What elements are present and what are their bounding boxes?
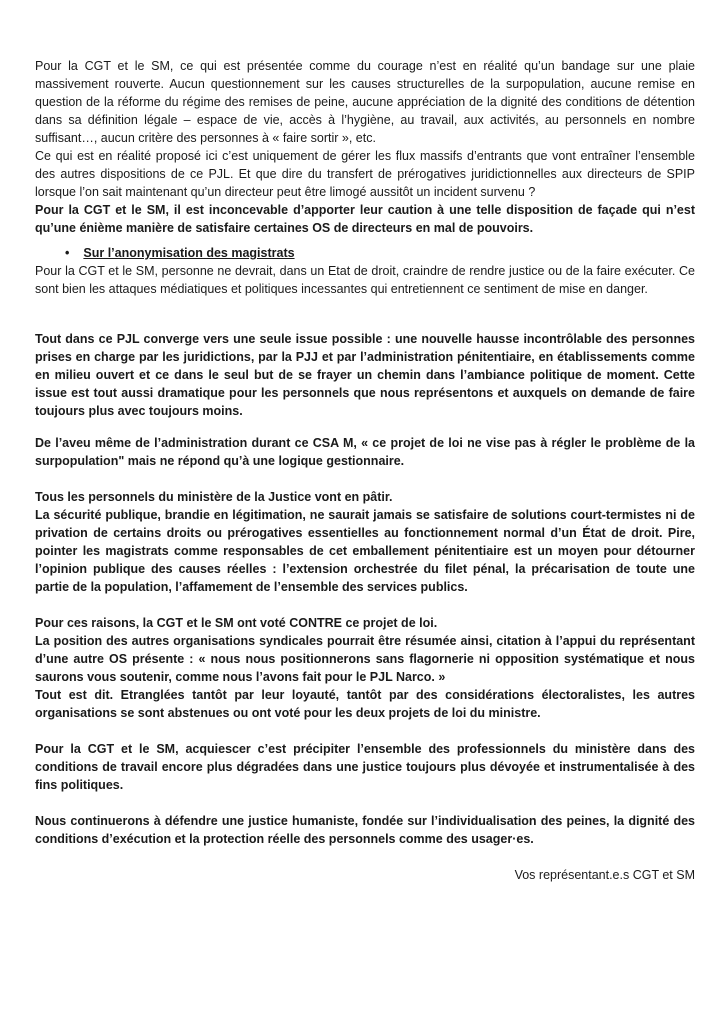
paragraph-pjl-converge: Tout dans ce PJL converge vers une seule issue possible : une nouvelle hausse incontrôlable des personnes prises en charge par les juridictions, par la PJJ et par l’administration pénitentiaire, en établissements comme en milieu ouvert et ce dans le seul but de se frayer un chemin dans l’ambiance politique de moment. Cette issue est tout aussi dramatique pour les personnels que nous représentons et auxquels on demande de faire toujours plus avec toujours moins. [35,332,695,418]
paragraph-courage-bandage: Pour la CGT et le SM, ce qui est présentée comme du courage n’est en réalité qu’un bandage sur une plaie massivement rouverte. Aucun questionnement sur les causes structurelles de la surpopulation, aucune remise en question de la réforme du régime des remises de peine, aucune appréciation de la dignité des conditions de détention dans sa définition légale – espace de vie, accès à l’hygiène, au travail, aux activités, au personnels en nombre suffisant…, aucun critère des personnes à « faire sortir », etc. [35,59,695,145]
signature-line: Vos représentant.e.s CGT et SM [514,868,695,882]
paragraph-tout-est-dit: Tout est dit. Etranglées tantôt par leur loyauté, tantôt par des considérations électoralistes, les autres organisations se sont abstenues ou ont voté pour les deux projets de loi du ministre. [35,688,695,720]
paragraph-aveu-administration: De l’aveu même de l’administration durant ce CSA M, « ce projet de loi ne vise pas à régler le problème de la surpopulation" mais ne répond qu’à une logique gestionnaire. [35,436,695,468]
section-heading-text: Sur l’anonymisation des magistrats [83,246,295,260]
paragraph-vote-contre: Pour ces raisons, la CGT et le SM ont voté CONTRE ce projet de loi. [35,616,438,630]
paragraph-justice-humaniste: Nous continuerons à défendre une justice humaniste, fondée sur l’individualisation des peines, la dignité des conditions d’exécution et la protection réelle des personnels comme des usager·es. [35,814,695,846]
section-heading-anonymisation [65,244,695,262]
paragraph-etat-de-droit: Pour la CGT et le SM, personne ne devrait, dans un Etat de droit, craindre de rendre justice ou de la faire exécuter. Ce sont bien les attaques médiatiques et politiques incessantes qui entretiennent ce sentiment de mise en danger. [35,264,695,296]
bullet-icon: • [65,246,70,260]
paragraph-securite-publique: La sécurité publique, brandie en légitimation, ne saurait jamais se satisfaire de solutions court-termistes ni de privation de certains droits ou prérogatives essentielles au fonctionnement normal d’un État de droit. Pire, pointer les magistrats comme responsables de cet emballement pénitentiaire est un moyen pour détourner l’opinion publique des causes réelles : l’extension orchestrée du filet pénal, la précarisation de toute une partie de la population, l’affamement de l’ensemble des services publics. [35,508,695,594]
paragraph-acquiescer: Pour la CGT et le SM, acquiescer c’est précipiter l’ensemble des professionnels du ministère dans des conditions de travail encore plus dégradées dans une justice toujours plus dévoyée et instrumentalisée à des fins politiques. [35,742,695,792]
paragraph-caution-facade: Pour la CGT et le SM, il est inconcevable d’apporter leur caution à une telle disposition de façade qui n’est qu’une énième manière de satisfaire certaines OS de directeurs en mal de pouvoirs. [35,203,695,235]
paragraph-flux-entrants: Ce qui est en réalité proposé ici c’est uniquement de gérer les flux massifs d’entrants que vont entraîner l’ensemble des autres dispositions de ce PJL. Et que dire du transfert de prérogatives juridictionnelles aux directeurs de SPIP lorsque l’on sait maintenant qu’un directeur peut être limogé aussitôt un incident survenu ? [35,149,695,199]
paragraph-personnels-patir: Tous les personnels du ministère de la Justice vont en pâtir. [35,490,393,504]
paragraph-position-os: La position des autres organisations syndicales pourrait être résumée ainsi, citation à l’appui du représentant d’une autre OS présente : « nous nous positionnerons sans flagornerie ni opposition systématique et nous saurons vous soutenir, comme nous l’avons fait pour le PJL Narco. » [35,634,695,684]
